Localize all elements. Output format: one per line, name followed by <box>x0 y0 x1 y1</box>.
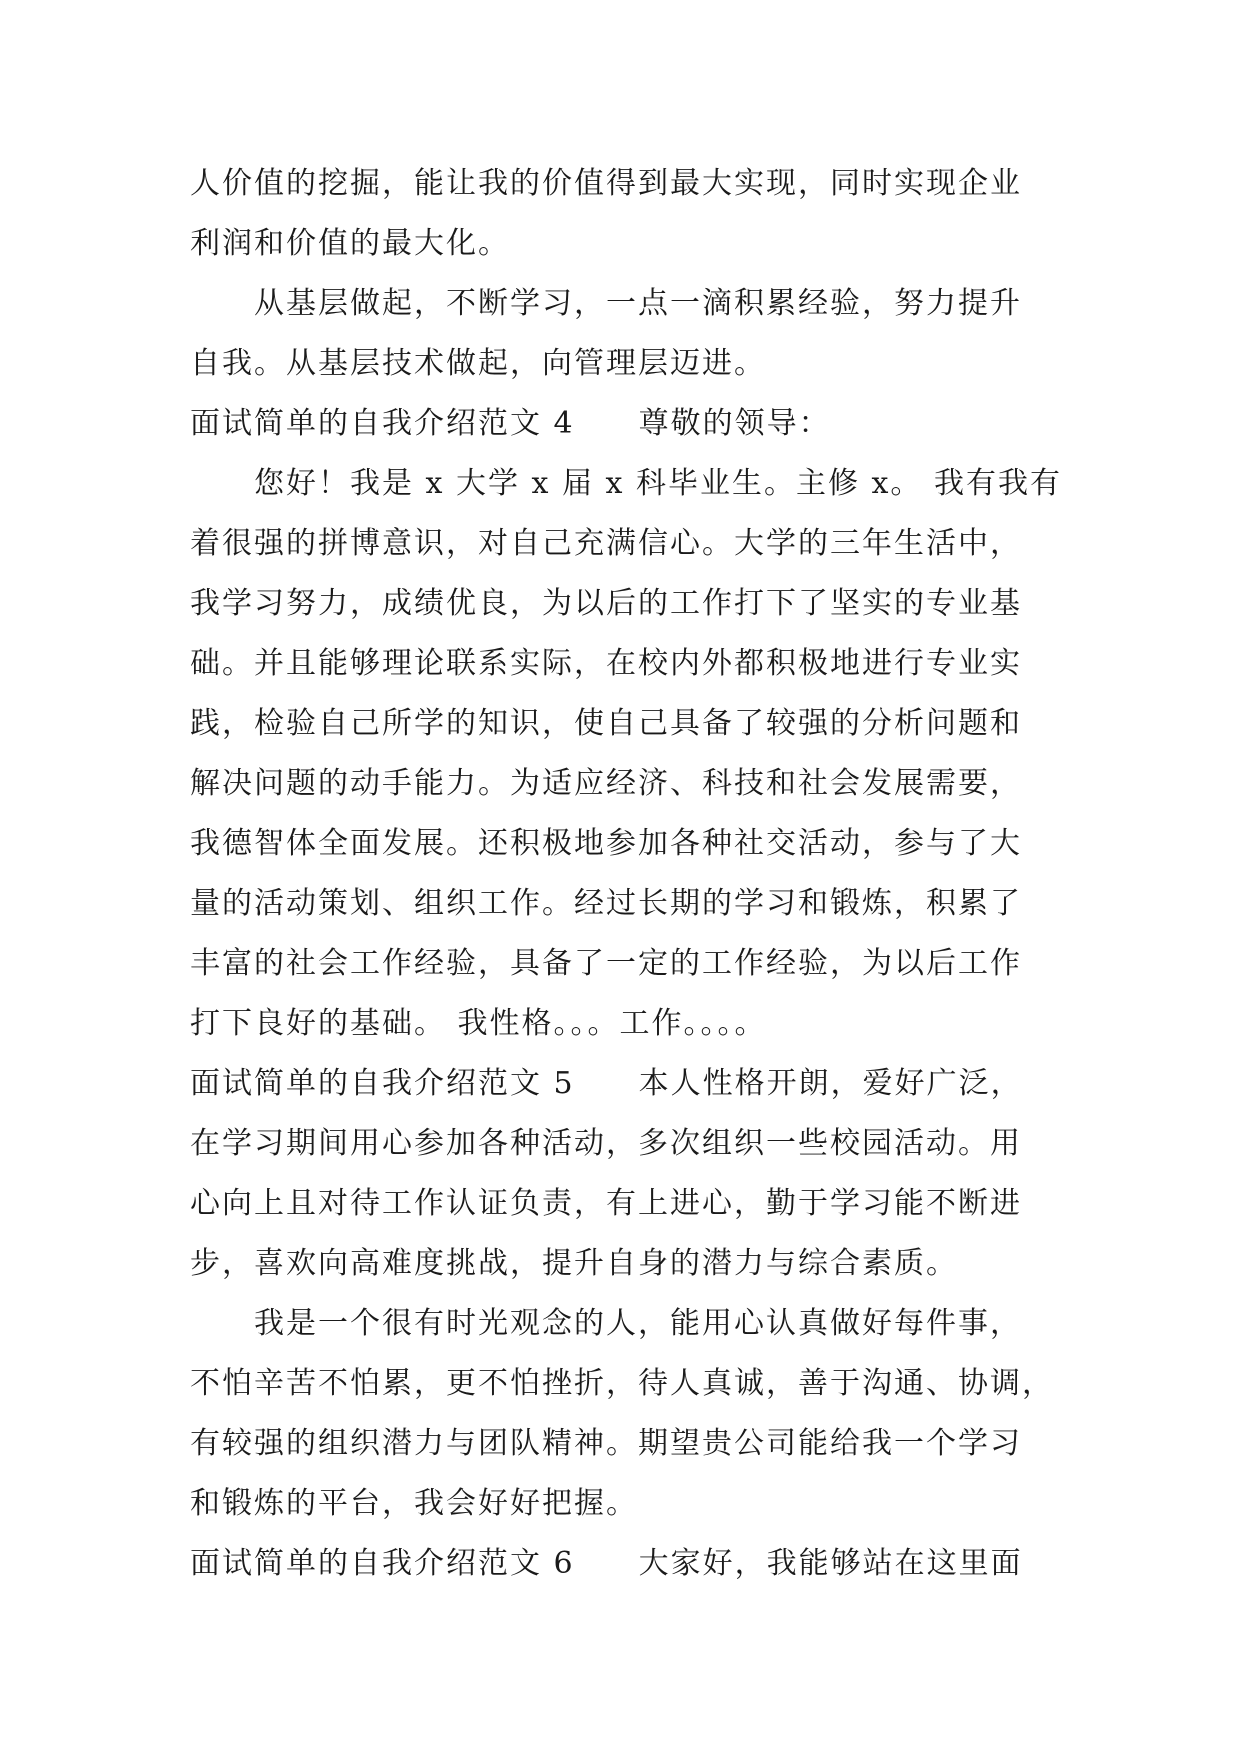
paragraph-line: 您好！我是 x 大学 x 届 x 科毕业生。主修 x。 我有我有 <box>254 466 1062 501</box>
paragraph-line: 我学习努力，成绩优良，为以后的工作打下了坚实的专业基 <box>190 586 1022 621</box>
section-first-text: 尊敬的领导： <box>638 406 831 441</box>
paragraph-line: 和锻炼的平台，我会好好把握。 <box>190 1486 638 1521</box>
paragraph-line: 践，检验自己所学的知识，使自己具备了较强的分析问题和 <box>190 706 1022 741</box>
paragraph-line: 从基层做起，不断学习，一点一滴积累经验，努力提升 <box>254 286 1022 321</box>
section-first-text: 本人性格开朗，爱好广泛， <box>638 1066 1023 1101</box>
section-heading: 面试简单的自我介绍范文 4 <box>190 406 575 441</box>
paragraph-line: 人价值的挖掘，能让我的价值得到最大实现，同时实现企业 <box>190 166 1022 201</box>
paragraph-line: 打下良好的基础。 我性格。。。工作。。。。 <box>190 1006 767 1041</box>
paragraph-line: 量的活动策划、组织工作。经过长期的学习和锻炼，积累了 <box>190 886 1022 921</box>
section-heading-line <box>190 1054 1070 1114</box>
section-heading-line <box>190 1534 1070 1594</box>
paragraph-line: 我德智体全面发展。还积极地参加各种社交活动，参与了大 <box>190 826 1022 861</box>
paragraph-line: 丰富的社会工作经验，具备了一定的工作经验，为以后工作 <box>190 946 1022 981</box>
section-heading: 面试简单的自我介绍范文 5 <box>190 1066 575 1101</box>
section-heading: 面试简单的自我介绍范文 6 <box>190 1546 575 1581</box>
paragraph-line: 我是一个很有时光观念的人，能用心认真做好每件事， <box>254 1306 1022 1341</box>
paragraph-line: 自我。从基层技术做起，向管理层迈进。 <box>190 346 766 381</box>
paragraph-line: 着很强的拼博意识，对自己充满信心。大学的三年生活中， <box>190 526 1022 561</box>
paragraph-line: 步，喜欢向高难度挑战，提升自身的潜力与综合素质。 <box>190 1246 958 1281</box>
paragraph-line: 在学习期间用心参加各种活动，多次组织一些校园活动。用 <box>190 1126 1022 1161</box>
paragraph-line: 不怕辛苦不怕累，更不怕挫折，待人真诚，善于沟通、协调， <box>190 1366 1054 1401</box>
paragraph-line: 解决问题的动手能力。为适应经济、科技和社会发展需要， <box>190 766 1022 801</box>
paragraph-line: 础。并且能够理论联系实际，在校内外都积极地进行专业实 <box>190 646 1022 681</box>
paragraph-line: 心向上且对待工作认证负责，有上进心，勤于学习能不断进 <box>190 1186 1022 1221</box>
section-heading-line <box>190 394 1070 454</box>
section-first-text: 大家好，我能够站在这里面 <box>638 1546 1023 1581</box>
paragraph-line: 利润和价值的最大化。 <box>190 226 510 261</box>
paragraph-line: 有较强的组织潜力与团队精神。期望贵公司能给我一个学习 <box>190 1426 1022 1461</box>
